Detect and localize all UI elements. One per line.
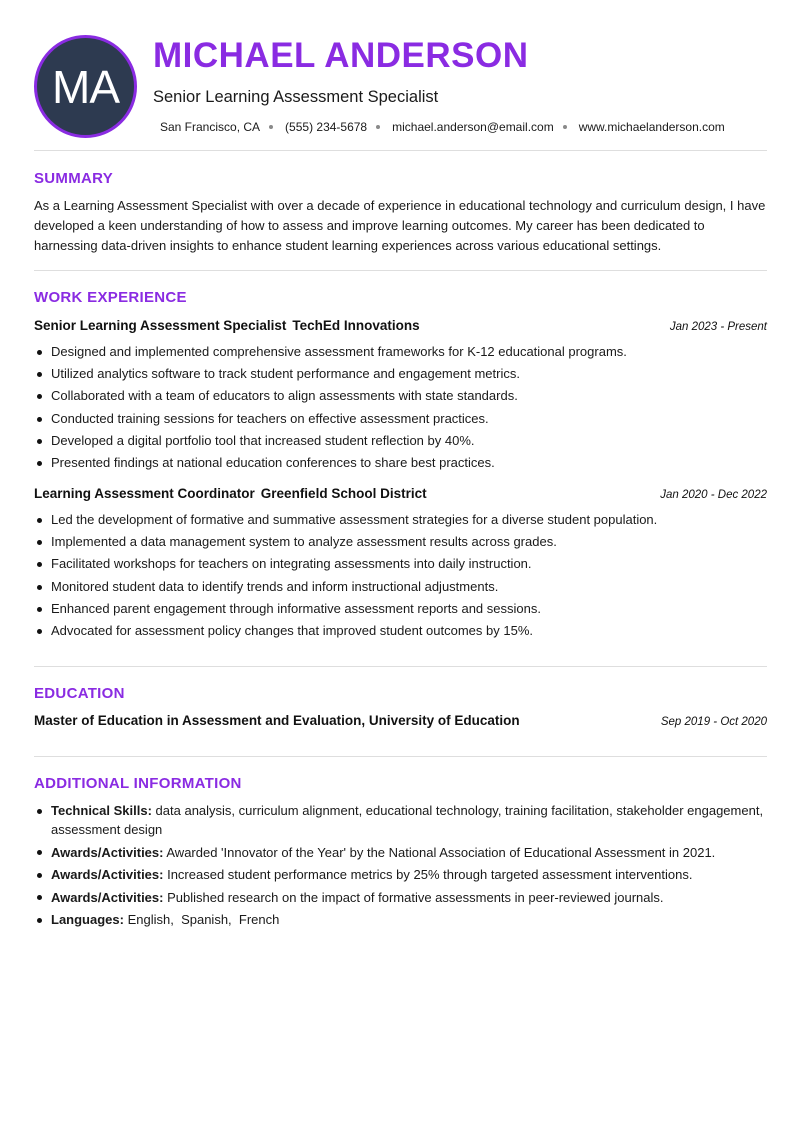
candidate-role: Senior Learning Assessment Specialist xyxy=(153,88,439,106)
contact-line xyxy=(160,120,725,134)
list-item xyxy=(34,801,767,839)
info-label: Awards/Activities: xyxy=(51,844,164,860)
list-item: Implemented a data management system to analyze assessment results across grades. xyxy=(34,531,767,553)
job-title-line xyxy=(34,318,420,333)
list-item xyxy=(34,865,767,884)
job-dates: Jan 2023 - Present xyxy=(669,321,767,333)
section-title-education: EDUCATION xyxy=(34,685,125,702)
divider xyxy=(34,756,767,757)
list-item: Facilitated workshops for teachers on integrating assessments into daily instruction. xyxy=(34,553,767,575)
list-item: Enhanced parent engagement through informative assessment reports and sessions. xyxy=(34,598,767,620)
divider xyxy=(34,270,767,271)
job-title-line xyxy=(34,486,427,501)
info-label: Languages: xyxy=(51,912,124,927)
contact-website[interactable]: www.michaelanderson.com xyxy=(578,120,725,134)
info-text: English, Spanish, French xyxy=(127,912,280,927)
info-label: Awards/Activities: xyxy=(51,889,164,905)
list-item: Designed and implemented comprehensive assessment frameworks for K-12 educational programs. xyxy=(34,341,767,363)
list-item xyxy=(34,888,767,907)
job-bullet-list xyxy=(34,509,767,642)
section-title-additional: ADDITIONAL INFORMATION xyxy=(34,775,242,792)
info-text: Awarded 'Innovator of the Year' by the National Association of Educational Assessment in 2021. xyxy=(166,844,716,860)
job-header xyxy=(34,318,767,333)
list-item xyxy=(34,910,767,929)
contact-email[interactable]: michael.anderson@email.com xyxy=(392,120,554,134)
list-item xyxy=(34,843,767,862)
list-item: Collaborated with a team of educators to align assessments with state standards. xyxy=(34,385,767,407)
job-company: Greenfield School District xyxy=(260,486,427,501)
education-dates: Sep 2019 - Oct 2020 xyxy=(660,716,767,728)
contact-location: San Francisco, CA xyxy=(160,120,261,134)
summary-text: As a Learning Assessment Specialist with over a decade of experience in educational technology and curriculum design, I have developed a keen understanding of how to assess and improve learning outcomes. My career has been dedicated to harnessing data-driven insights to enhance student learning experiences across various educational settings. xyxy=(34,198,766,253)
info-text: data analysis, curriculum alignment, educational technology, training facilitation, stakeholder engagement, assessment design xyxy=(51,803,764,837)
job-dates: Jan 2020 - Dec 2022 xyxy=(660,489,767,501)
info-text: Published research on the impact of formative assessments in peer-reviewed journals. xyxy=(167,889,664,905)
job-position: Learning Assessment Coordinator xyxy=(34,486,255,501)
contact-phone: (555) 234-5678 xyxy=(285,120,368,134)
list-item: Led the development of formative and summative assessment strategies for a diverse student population. xyxy=(34,509,767,531)
list-item: Conducted training sessions for teachers on effective assessment practices. xyxy=(34,408,767,430)
additional-info-list xyxy=(34,801,767,933)
section-title-summary: SUMMARY xyxy=(34,170,114,187)
job-bullet-list xyxy=(34,341,767,474)
separator-dot xyxy=(269,125,273,129)
list-item: Utilized analytics software to track student performance and engagement metrics. xyxy=(34,363,767,385)
divider xyxy=(34,666,767,667)
info-text: Increased student performance metrics by 25% through targeted assessment interventions. xyxy=(167,867,693,882)
list-item: Developed a digital portfolio tool that increased student reflection by 40%. xyxy=(34,430,767,452)
divider xyxy=(34,150,767,151)
education-entry xyxy=(34,713,767,728)
list-item: Presented findings at national education conferences to share best practices. xyxy=(34,452,767,474)
list-item: Advocated for assessment policy changes that improved student outcomes by 15%. xyxy=(34,620,767,642)
job-header xyxy=(34,486,767,501)
list-item: Monitored student data to identify trends and inform instructional adjustments. xyxy=(34,576,767,598)
info-label: Technical Skills: xyxy=(51,803,152,818)
candidate-name: MICHAEL ANDERSON xyxy=(153,36,529,75)
education-degree: Master of Education in Assessment and Evaluation, University of Education xyxy=(34,713,520,728)
section-title-experience: WORK EXPERIENCE xyxy=(34,289,187,306)
avatar-initials: MA xyxy=(52,60,119,113)
info-label: Awards/Activities: xyxy=(51,867,164,882)
job-position: Senior Learning Assessment Specialist xyxy=(34,318,287,333)
job-company: TechEd Innovations xyxy=(292,318,420,333)
separator-dot xyxy=(563,125,567,129)
avatar xyxy=(34,35,137,138)
separator-dot xyxy=(376,125,380,129)
